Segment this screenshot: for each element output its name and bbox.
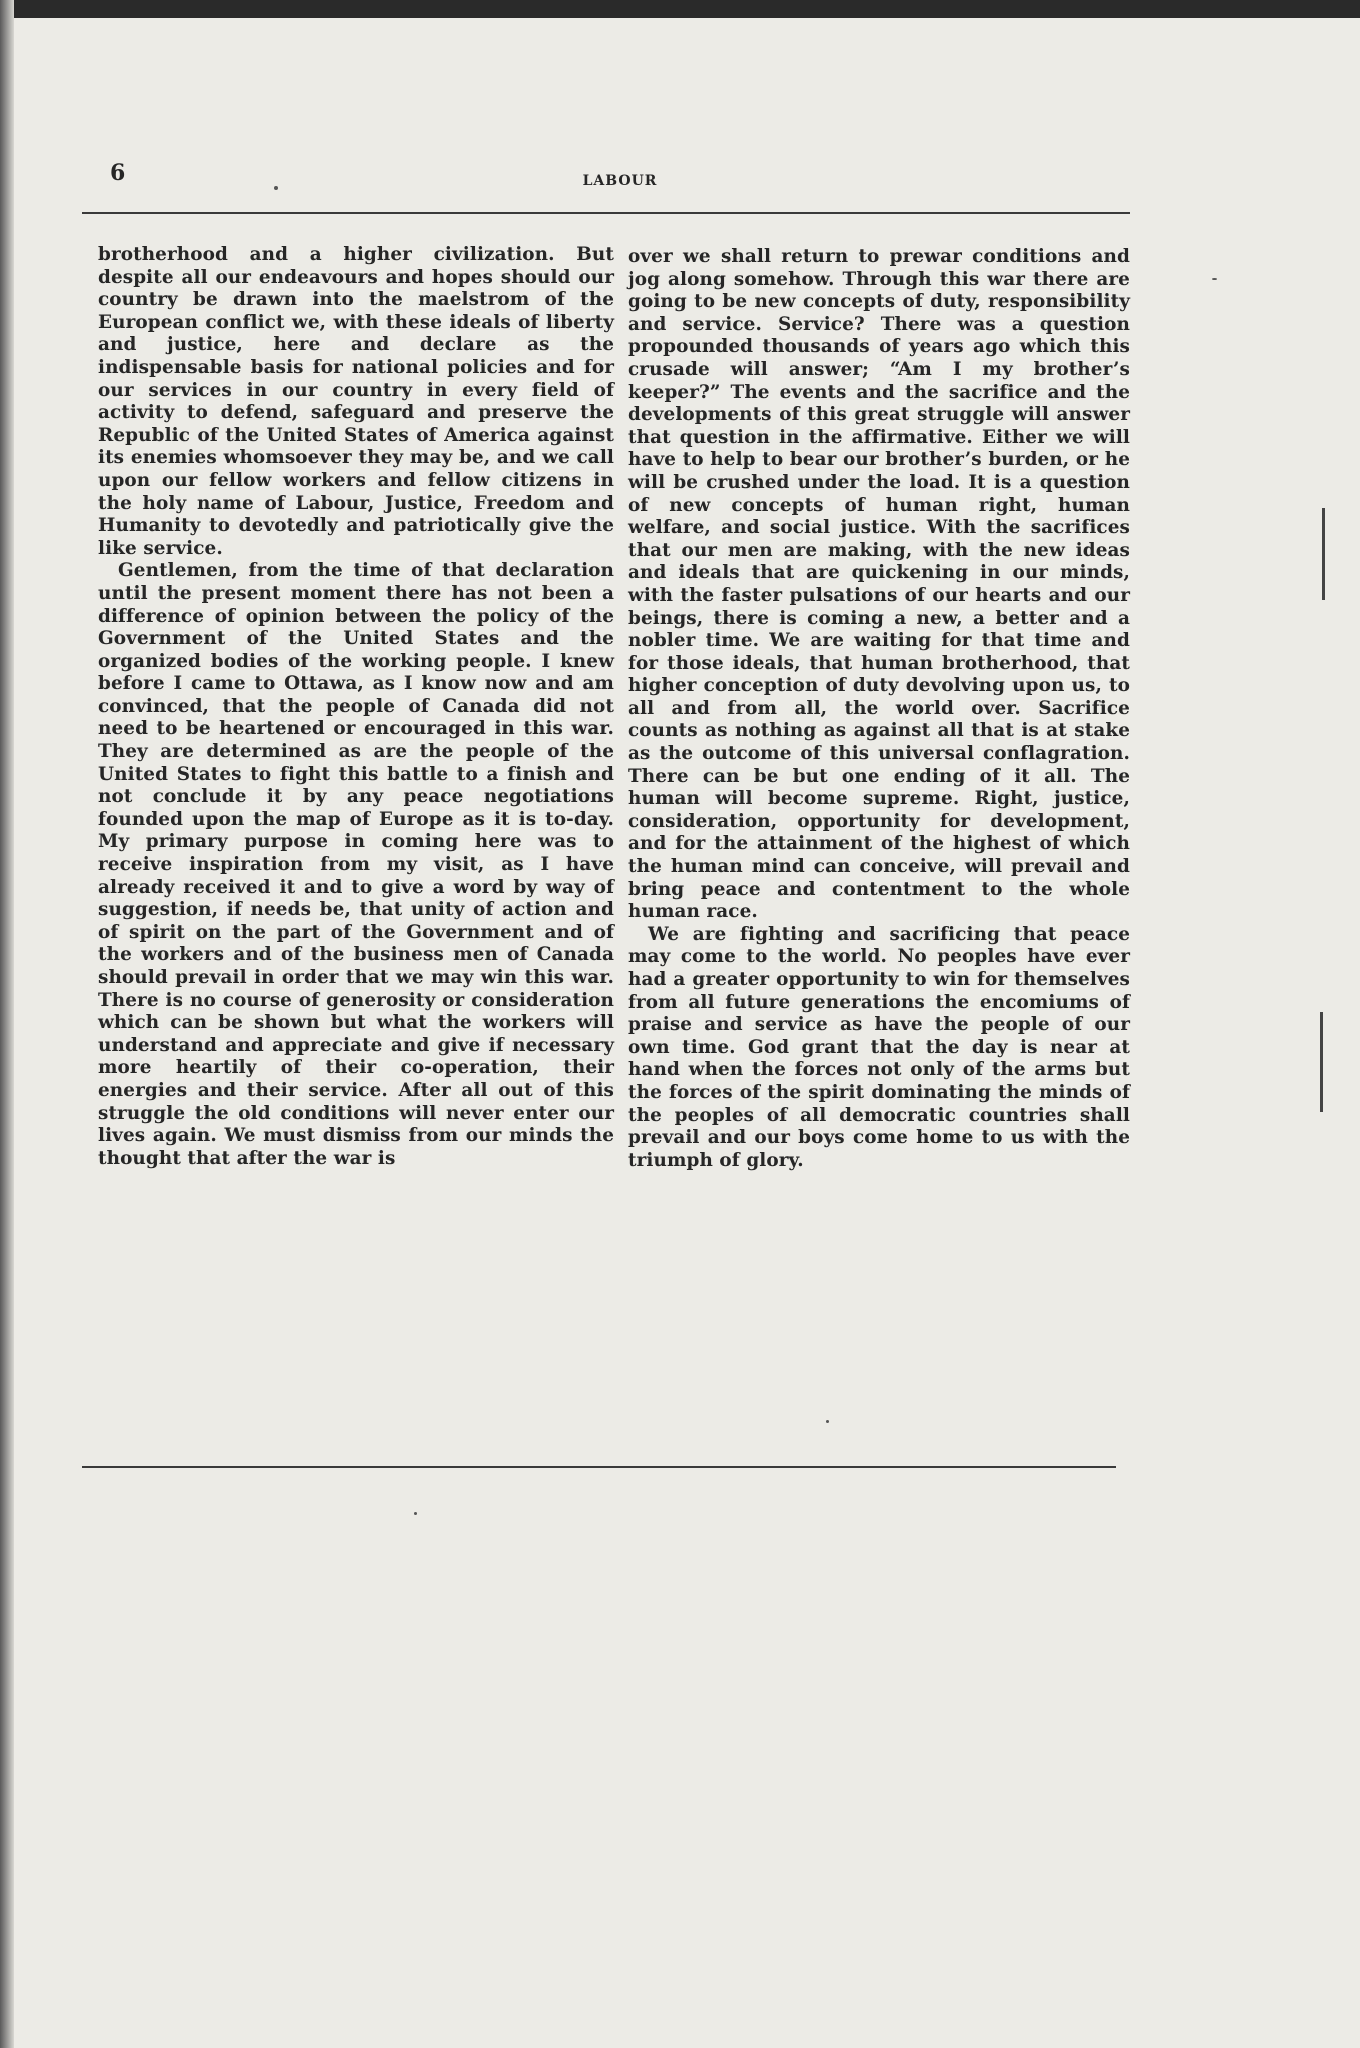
page-number: 6 [110,160,126,186]
right-paragraph-1: over we shall return to prewar conditions and jog along somehow. Through this war there are going to be new concepts of duty, responsibility and service. Service? There was a question propounded thousands of years ago which this crusade will answer; “Am I my brother’s keeper?” The events and the sacrifice and the developments of this great struggle will answer that question in the affirmative. Either we will have to help to bear our brother’s burden, or he will be crushed under the load. It is a question of new concepts of human right, human welfare, and social justice. With the sacrifices that our men are making, with the new ideas and ideals that are quickening in our minds, with the faster pulsations of our hearts and our beings, there is coming a new, a better and a nobler time. We are waiting for that time and for those ideals, that human brotherhood, that higher conception of duty devolving upon us, to all and from all, the world over. Sacrifice counts as nothing as against all that is at stake as the outcome of this universal conflagration. There can be but one ending of it all. The human will become supreme. Right, justice, consideration, opportunity for development, and for the attainment of the highest of which the human mind can conceive, will prevail and bring peace and contentment to the whole human race. [628,246,1130,923]
left-paragraph-2: Gentlemen, from the time of that declaration until the present moment there has not been a difference of opinion between the policy of the Government of the United States and the organized bodies of the working people. I knew before I came to Ottawa, as I know now and am convinced, that the people of Canada did not need to be heartened or encouraged in this war. They are determined as are the people of the United States to fight this battle to a finish and not conclude it by any peace negotiations founded upon the map of Europe as it is to-day. My primary purpose in coming here was to receive inspiration from my visit, as I have already received it and to give a word by way of suggestion, if needs be, that unity of action and of spirit on the part of the Government and of the workers and of the business men of Canada should prevail in order that we may win this war. There is no course of generosity or consideration which can be shown but what the workers will understand and appreciate and give if necessary more heartily of their co-operation, their energies and their service. After all out of this struggle the old conditions will never enter our lives again. We must dismiss from our minds the thought that after the war is [98,560,614,1169]
scan-left-edge [0,0,14,2048]
right-column [628,246,1130,1172]
left-paragraph-1: brotherhood and a higher civilization. But despite all our endeavours and hopes should our country be drawn into the maelstrom of the European conflict we, with these ideals of liberty and justice, here and declare as the indispensable basis for national policies and for our services in our country in every field of activity to defend, safeguard and preserve the Republic of the United States of America against its enemies whomsoever they may be, and we call upon our fellow workers and fellow citizens in the holy name of Labour, Justice, Freedom and Humanity to devotedly and patriotically give the like service. [98,244,614,559]
scan-speck [274,186,278,190]
scan-speck [414,1512,417,1515]
margin-mark [1320,1012,1323,1112]
scan-speck [1212,278,1217,280]
scan-speck [826,1420,829,1423]
left-column [98,244,614,1170]
footer-rule [82,1466,1116,1468]
running-title: LABOUR [582,173,658,189]
scan-top-edge [0,0,1360,18]
right-paragraph-2: We are fighting and sacrificing that peace may come to the world. No peoples have ever had a greater opportunity to win for themselves from all future generations the encomiums of praise and service as have the people of our own time. God grant that the day is near at hand when the forces not only of the arms but the forces of the spirit dominating the minds of the peoples of all democratic countries shall prevail and our boys come home to us with the triumph of glory. [628,923,1130,1171]
header-rule [82,212,1130,214]
margin-mark [1322,508,1325,600]
